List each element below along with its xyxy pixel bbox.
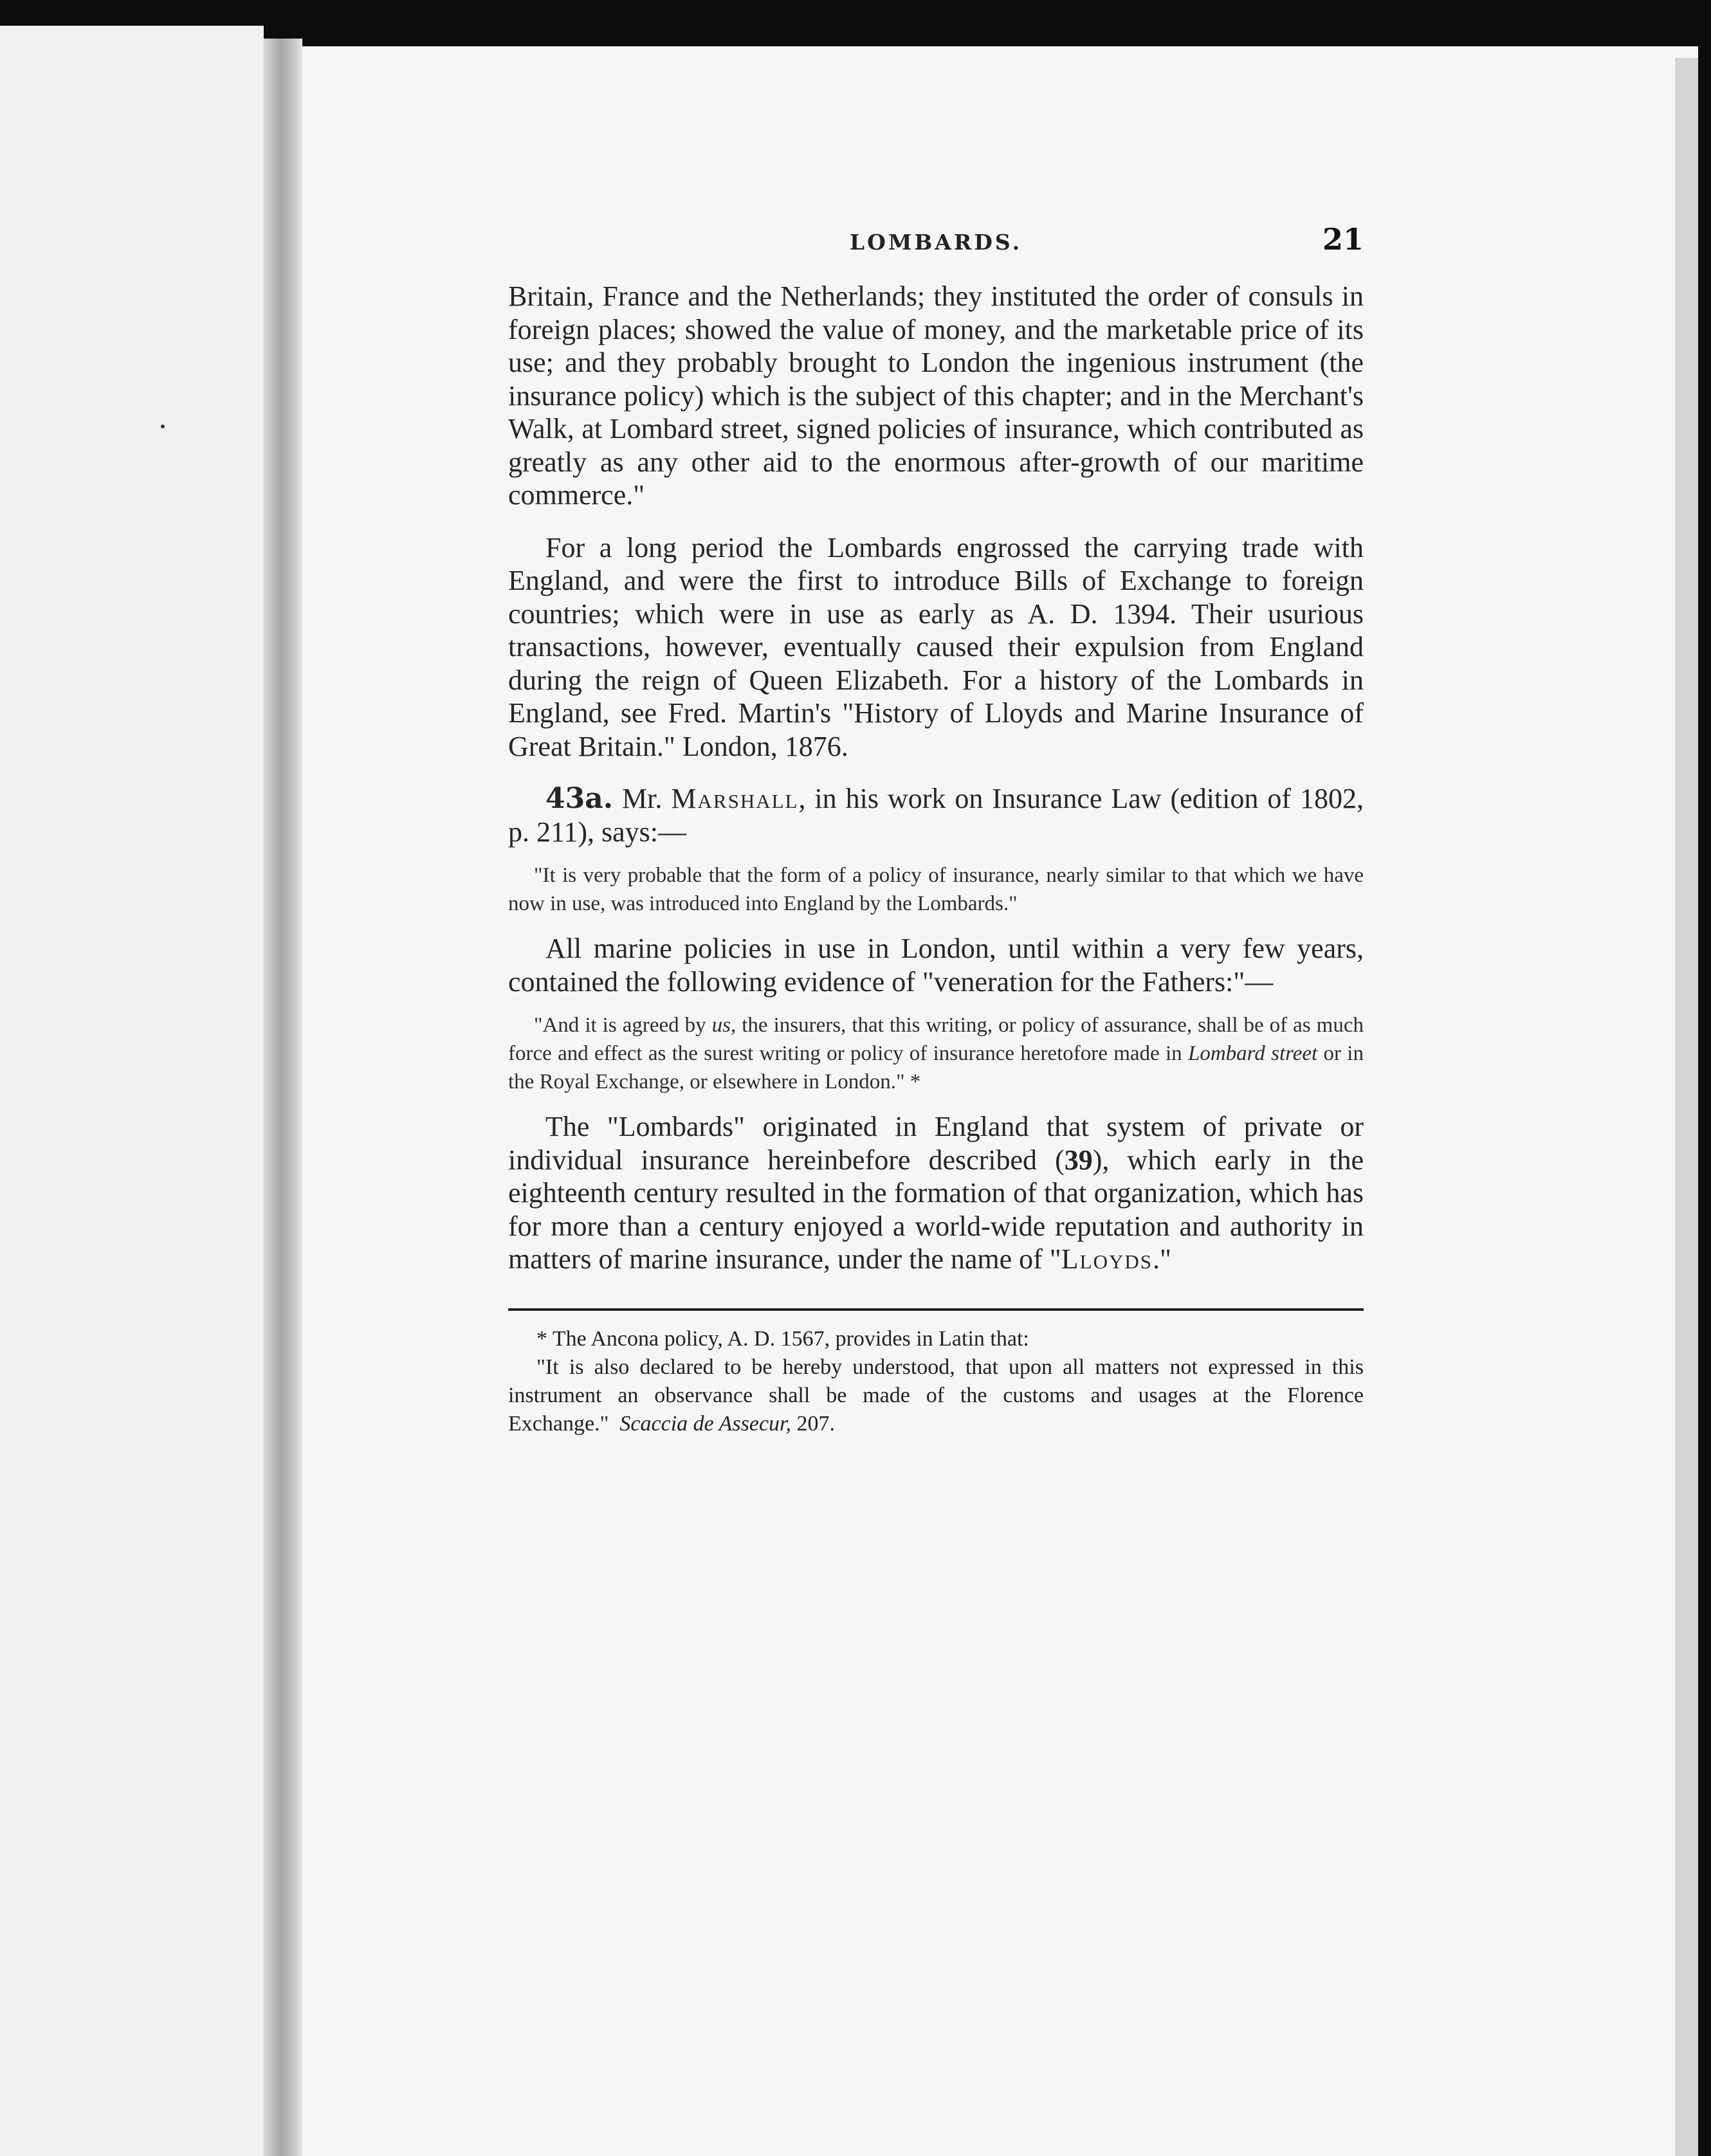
quote-2-italic-us: us [711, 1014, 731, 1037]
lloyds-name: Lloyds [1061, 1243, 1153, 1275]
author-name: Marshall [671, 783, 799, 814]
paragraph-4: All marine policies in use in London, until within a very few years, contained the following evidence of "veneration for the Fathers:"— [508, 933, 1364, 998]
paragraph-5-part-a: The "Lombards" originated in England that system of private or individual insurance hereinbefore described ( [508, 1111, 1364, 1176]
footnote-citation: Scaccia de Assecur, [619, 1411, 791, 1436]
section-reference: 39 [1064, 1144, 1093, 1176]
left-page [0, 26, 264, 2156]
book-spine [264, 39, 302, 2156]
quote-2 [508, 1011, 1364, 1096]
paragraph-3-text: , in his work on Insurance Law (edition of 1802, p. 211), says:— [508, 783, 1364, 848]
quote-1: "It is very probable that the form of a policy of insurance, nearly similar to that which we have now in use, was introduced into England by the Lombards." [508, 864, 1364, 915]
section-number: 43a. [545, 782, 614, 815]
footnote-rule [508, 1308, 1364, 1311]
page-content [508, 222, 1364, 1438]
quote-2-part-e: or in the Royal Exchange, or elsewhere in London." * [508, 1042, 1364, 1093]
page-header [508, 222, 1364, 280]
page-number: 21 [1322, 222, 1364, 257]
paragraph-1: Britain, France and the Netherlands; they instituted the order of consuls in foreign places; showed the value of money, and the marketable price of its use; and they probably brought to London the ingenious instrument (the insurance policy) which is the subject of this chapter; and in the Merchant's Walk, at Lombard street, signed policies of insurance, which contributed as greatly as any other aid to the enormous after-growth of our maritime commerce." [508, 280, 1364, 511]
footnote-citation-page: 207. [796, 1411, 835, 1436]
paragraph-5-part-c: ." [1152, 1243, 1171, 1275]
footnote-line-1: * The Ancona policy, A. D. 1567, provides in Latin that: [536, 1326, 1029, 1351]
running-head: LOMBARDS. [849, 230, 1023, 255]
quote-2-part-c: , the insurers, that this writing, or policy of assurance, shall be of as much force and effect as the surest writing or policy of insurance heretofore made in [508, 1014, 1364, 1065]
quote-2-italic-lombard-street: Lombard street [1187, 1042, 1318, 1065]
footnote-quote: "It is also declared to be hereby understood, that upon all matters not expressed in this instrument an observance shall be made of the customs and usages at the Florence Exchange." [508, 1355, 1364, 1436]
ink-speck [161, 425, 165, 428]
paragraph-2: For a long period the Lombards engrossed the carrying trade with England, and were the first to introduce Bills of Exchange to foreign countries; which were in use as early as A. D. 1394. Their usurious transactions, however, eventually caused their expulsion from England during the reign of Queen Elizabeth. For a history of the Lombards in England, see Fred. Martin's "History of Lloyds and Marine Insurance of Great Britain." London, 1876. [508, 531, 1364, 762]
quote-2-part-a: "And it is agreed by [534, 1014, 706, 1037]
footnote-line-2 [508, 1353, 1364, 1438]
paragraph-5-part-b: ), which early in the eighteenth century resulted in the formation of that organization, which has for more than a century enjoyed a world-wide reputation and authority in matters of marine insurance, under the name of " [508, 1144, 1364, 1275]
page-edge [1675, 58, 1698, 2156]
honorific: Mr. [622, 783, 663, 814]
paragraph-5 [508, 1110, 1364, 1276]
paragraph-3 [508, 782, 1364, 848]
